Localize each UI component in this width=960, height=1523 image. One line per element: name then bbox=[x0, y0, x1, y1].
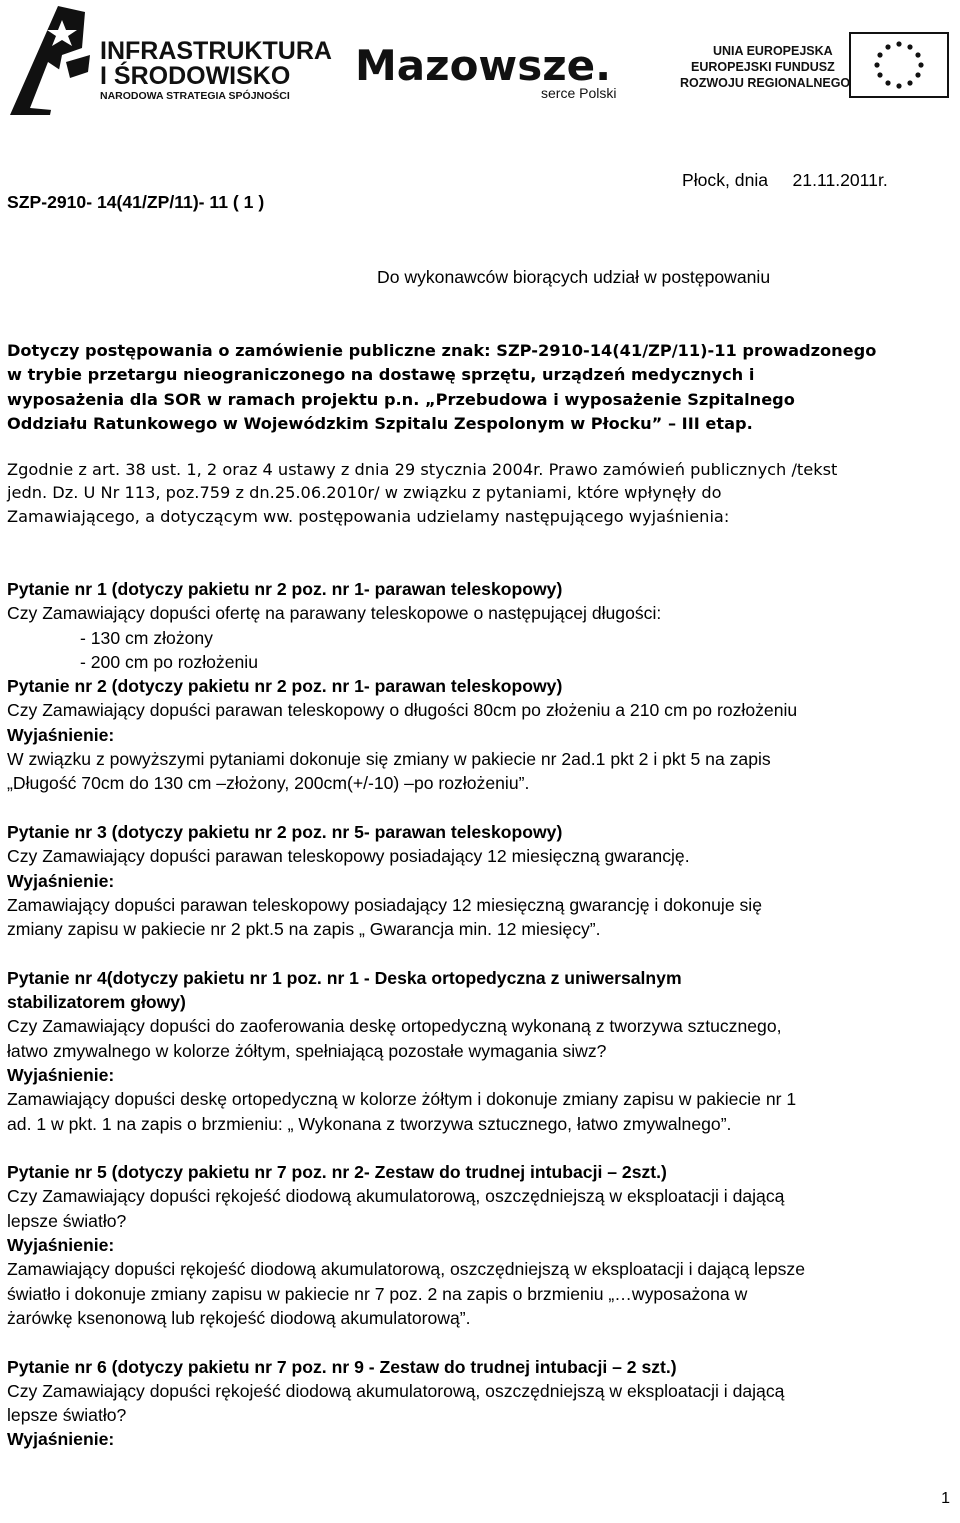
infrastruktura-logo bbox=[10, 6, 332, 115]
text-line: Zamawiający dopuści rękojeść diodową akumulatorową, oszczędniejszą w eksploatacji i dającą lepsze bbox=[7, 1259, 805, 1280]
text-line: ad. 1 w pkt. 1 na zapis o brzmieniu: „ Wykonana z tworzywa sztucznego, łatwo zmywalnego”. bbox=[7, 1113, 732, 1134]
infra-line1: INFRASTRUKTURA bbox=[100, 37, 332, 65]
text-line: łatwo zmywalnego w kolorze żółtym, spełniającą pozostałe wymagania siwz? bbox=[7, 1040, 607, 1061]
spacer bbox=[7, 1330, 957, 1354]
heading-line: Pytanie nr 4(dotyczy pakietu nr 1 poz. nr 1 - Deska ortopedyczna z uniwersalnym bbox=[7, 967, 682, 988]
intro-paragraph: Zgodnie z art. 38 ust. 1, 2 oraz 4 ustawy z dnia 29 stycznia 2004r. Prawo zamówień publicznych /tekst jedn. Dz. U Nr 113, poz.759 z dn.25.06.2010r/ w związku z pytaniami, które wpłynęły do Zamawiającego, a dotyczącym ww. postępowania udzielamy następującego wyjaśnienia: bbox=[7, 460, 838, 526]
mazowsze-wordmark: Mazowsze. bbox=[355, 41, 612, 90]
page-number: 1 bbox=[941, 1490, 950, 1507]
reference-number: SZP-2910- 14(41/ZP/11)- 11 ( 1 ) bbox=[7, 192, 265, 212]
text-line: żarówkę ksenonową lub rękojeść diodową akumulatorową”. bbox=[7, 1307, 471, 1328]
text-line: Zamawiający dopuści parawan teleskopowy posiadający 12 miesięczną gwarancję i dokonuje się bbox=[7, 894, 762, 915]
heading-line: Pytanie nr 1 (dotyczy pakietu nr 2 poz. nr 1- parawan teleskopowy) bbox=[7, 579, 563, 599]
heading-line: Wyjaśnienie: bbox=[7, 1429, 115, 1450]
text-line: Czy Zamawiający dopuści do zaoferowania deskę ortopedyczną wykonaną z tworzywa sztucznego, bbox=[7, 1016, 782, 1037]
heading-line: Pytanie nr 2 (dotyczy pakietu nr 2 poz. nr 1- parawan teleskopowy) bbox=[7, 676, 563, 697]
spacer bbox=[7, 941, 957, 965]
svg-text:UNIA EUROPEJSKA: UNIA EUROPEJSKA bbox=[713, 44, 833, 58]
text-line: Czy Zamawiający dopuści parawan teleskopowy posiadający 12 miesięczną gwarancję. bbox=[7, 846, 690, 867]
spacer bbox=[7, 1136, 957, 1160]
text-line: lepsze światło? bbox=[7, 1405, 127, 1426]
text-line: światło i dokonuje zmiany zapisu w pakiecie nr 7 poz. 2 na zapis o brzmieniu „…wyposażona w bbox=[7, 1283, 748, 1304]
heading-line: stabilizatorem głowy) bbox=[7, 992, 186, 1013]
heading-line: Wyjaśnienie: bbox=[7, 870, 115, 891]
text-line: „Długość 70cm do 130 cm –złożony, 200cm(+/-10) –po rozłożeniu”. bbox=[7, 773, 530, 794]
text-line: W związku z powyższymi pytaniami dokonuje się zmiany w pakiecie nr 2ad.1 pkt 2 i pkt 5 na zapis bbox=[7, 749, 771, 770]
spacer bbox=[7, 796, 957, 820]
heading-line: Wyjaśnienie: bbox=[7, 1064, 115, 1085]
heading-line: Pytanie nr 5 (dotyczy pakietu nr 7 poz. nr 2- Zestaw do trudnej intubacji – 2szt.) bbox=[7, 1162, 667, 1183]
text-line: Czy Zamawiający dopuści rękojeść diodową akumulatorową, oszczędniejszą w eksploatacji i dającą bbox=[7, 1186, 785, 1207]
infra-sub: NARODOWA STRATEGIA SPÓJNOŚCI bbox=[100, 90, 290, 102]
svg-text:ROZWOJU REGIONALNEGO: ROZWOJU REGIONALNEGO bbox=[680, 76, 851, 90]
text-line: zmiany zapisu w pakiecie nr 2 pkt.5 na zapis „ Gwarancja min. 12 miesięcy”. bbox=[7, 919, 601, 940]
infra-line2: I ŚRODOWISKO bbox=[100, 62, 291, 90]
svg-text:EUROPEJSKI FUNDUSZ: EUROPEJSKI FUNDUSZ bbox=[691, 60, 835, 74]
logo-strip bbox=[0, 0, 960, 125]
text-line: lepsze światło? bbox=[7, 1210, 127, 1231]
heading-line: Pytanie nr 3 (dotyczy pakietu nr 2 poz. nr 5- parawan teleskopowy) bbox=[7, 821, 563, 842]
subject: Dotyczy postępowania o zamówienie publiczne znak: SZP-2910-14(41/ZP/11)-11 prowadzonego w trybie przetargu nieograniczonego na dostawę sprzętu, urządzeń medycznych i wyposażenia dla SOR w ramach projektu p.n. „Przebudowa i wyposażenie Szpitalnego Oddziału Ratunkowego w Wojewódzkim Szpitalu Zespolonym w Płocku” – III etap. bbox=[7, 341, 877, 433]
place-date: Płock, dnia 21.11.2011r. bbox=[682, 170, 888, 190]
text-line: Czy Zamawiający dopuści ofertę na parawany teleskopowe o następującej długości: bbox=[7, 603, 662, 624]
text-line: - 130 cm złożony bbox=[80, 627, 213, 648]
heading-line: Wyjaśnienie: bbox=[7, 1235, 115, 1256]
heading-line: Wyjaśnienie: bbox=[7, 724, 115, 745]
mazowsze-logo bbox=[355, 41, 616, 101]
questions-and-answers bbox=[7, 577, 957, 1452]
text-line: Czy Zamawiający dopuści rękojeść diodową akumulatorową, oszczędniejszą w eksploatacji i dającą bbox=[7, 1380, 785, 1401]
mazowsze-sub: serce Polski bbox=[541, 85, 617, 101]
addressee: Do wykonawców biorących udział w postępowaniu bbox=[377, 267, 771, 287]
eu-logo bbox=[680, 33, 948, 97]
text-line: - 200 cm po rozłożeniu bbox=[80, 651, 258, 672]
heading-line: Pytanie nr 6 (dotyczy pakietu nr 7 poz. nr 9 - Zestaw do trudnej intubacji – 2 szt.) bbox=[7, 1356, 677, 1377]
text-line: Zamawiający dopuści deskę ortopedyczną w kolorze żółtym i dokonuje zmiany zapisu w pakiecie nr 1 bbox=[7, 1089, 797, 1110]
text-line: Czy Zamawiający dopuści parawan teleskopowy o długości 80cm po złożeniu a 210 cm po rozłożeniu bbox=[7, 700, 798, 721]
